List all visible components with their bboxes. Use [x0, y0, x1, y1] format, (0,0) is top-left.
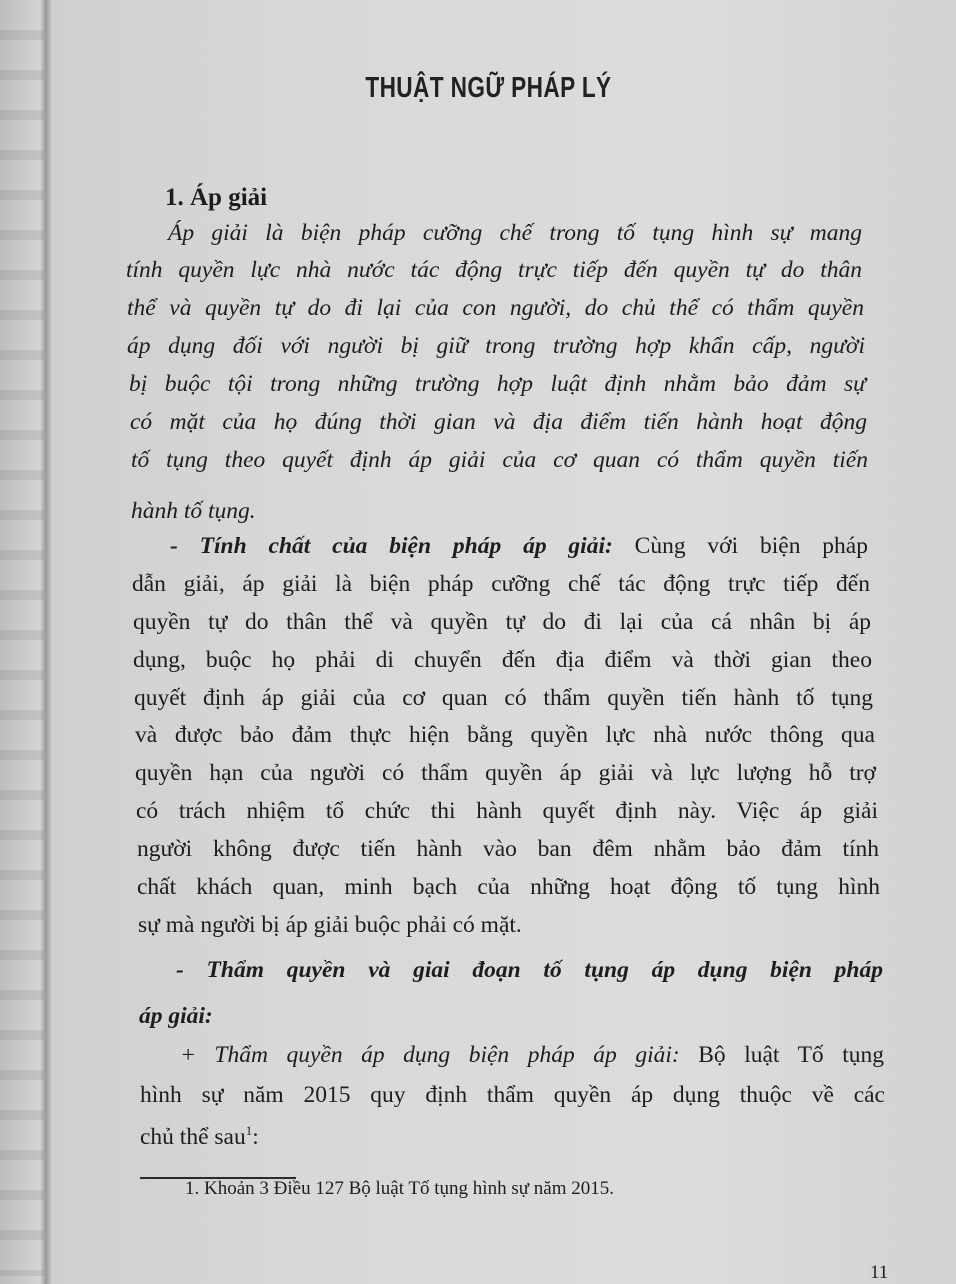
text-line: [127, 295, 864, 322]
text-segment: hành tố tụng.: [131, 498, 256, 524]
text-line: [176, 957, 883, 984]
text-segment: áp giải:: [139, 1003, 213, 1029]
text-segment: + Thẩm quyền áp dụng biện pháp áp giải:: [180, 1042, 680, 1068]
text-line: [131, 447, 868, 474]
text-segment: có trách nhiệm tổ chức thi hành quyết định này. Việc áp giải: [136, 798, 878, 824]
text-line: [130, 409, 867, 436]
text-segment: 1: [245, 1123, 253, 1138]
text-line: [133, 609, 871, 636]
text-segment: người không được tiến hành vào ban đêm nhằm bảo đảm tính: [137, 836, 879, 862]
text-segment: sự mà người bị áp giải buộc phải có mặt.: [138, 912, 522, 938]
text-line: [180, 1042, 884, 1069]
previous-page-edge: [0, 0, 44, 1276]
text-segment: quyền tự do thân thể và quyền tự do đi lại của cá nhân bị áp: [133, 609, 871, 635]
text-segment: tính quyền lực nhà nước tác động trực tiếp đến quyền tự do thân: [126, 257, 862, 283]
text-line: [126, 257, 862, 284]
text-line: [136, 798, 878, 825]
text-line: [127, 333, 865, 360]
text-segment: - Tính chất của biện pháp áp giải:: [170, 533, 613, 559]
text-line: [129, 371, 866, 398]
text-segment: và được bảo đảm thực hiện bằng quyền lực nhà nước thông qua: [135, 722, 875, 748]
page-title: THUẬT NGỮ PHÁP LÝ: [365, 72, 612, 104]
text-line: [140, 1123, 259, 1151]
text-line: [132, 571, 870, 598]
text-segment: thể và quyền tự do đi lại của con người, do chủ thể có thẩm quyền: [127, 295, 864, 321]
text-segment: chủ thể sau: [140, 1123, 246, 1150]
text-line: [135, 760, 876, 787]
text-line: [170, 533, 868, 560]
section-heading: 1. Áp giải: [165, 184, 268, 211]
text-line: [140, 1082, 885, 1109]
text-segment: Áp giải là biện pháp cưỡng chế trong tố tụng hình sự mang: [168, 220, 862, 246]
text-segment: quyền hạn của người có thẩm quyền áp giải và lực lượng hỗ trợ: [135, 760, 876, 786]
text-line: [134, 685, 873, 712]
text-segment: dẫn giải, áp giải là biện pháp cưỡng chế tác động trực tiếp đến: [132, 571, 870, 597]
footnote: 1. Khoản 3 Điều 127 Bộ luật Tố tụng hình sự năm 2015.: [185, 1178, 614, 1199]
text-segment: - Thẩm quyền và giai đoạn tố tụng áp dụng biện pháp: [176, 957, 883, 983]
text-segment: chất khách quan, minh bạch của những hoạt động tố tụng hình: [137, 874, 880, 900]
text-segment: Bộ luật Tố tụng: [679, 1042, 884, 1068]
text-line: [168, 220, 862, 247]
text-segment: bị buộc tội trong những trường hợp luật định nhằm bảo đảm sự: [129, 371, 866, 397]
page-number: 11: [870, 1262, 889, 1283]
text-segment: dụng, buộc họ phải di chuyển đến địa điểm và thời gian theo: [133, 647, 872, 673]
text-segment: hình sự năm 2015 quy định thẩm quyền áp dụng thuộc về các: [140, 1082, 885, 1108]
text-segment: tố tụng theo quyết định áp giải của cơ quan có thẩm quyền tiến: [131, 447, 868, 473]
text-segment: Cùng với biện pháp: [612, 533, 868, 559]
text-line: [137, 874, 880, 901]
text-segment: có mặt của họ đúng thời gian và địa điểm tiến hành hoạt động: [130, 409, 867, 435]
text-segment: áp dụng đối với người bị giữ trong trường hợp khẩn cấp, người: [127, 333, 865, 359]
text-line: [133, 647, 872, 674]
text-segment: quyết định áp giải của cơ quan có thẩm quyền tiến hành tố tụng: [134, 685, 873, 711]
text-line: [135, 722, 875, 749]
text-line: [138, 912, 522, 939]
text-segment: :: [252, 1123, 259, 1150]
text-line: [131, 498, 256, 525]
text-line: [139, 1003, 213, 1030]
text-line: [137, 836, 879, 863]
